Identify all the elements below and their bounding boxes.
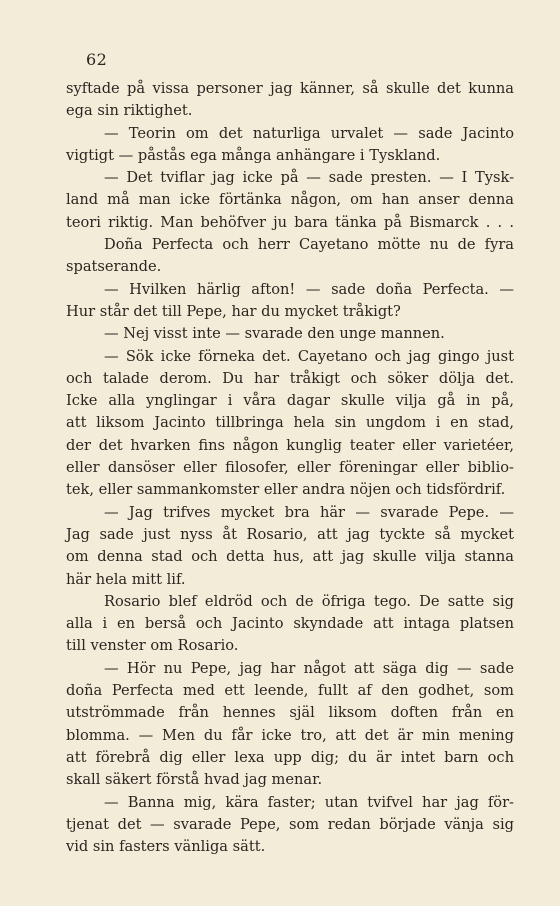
text-line: att förebrå dig eller lexa upp dig; du är intet barn och <box>66 748 514 766</box>
text-line: Doña Perfecta och herr Cayetano mötte nu de fyra <box>104 236 514 254</box>
text-line: tek, eller sammankomster eller andra nöjen och tidsfördrif. <box>66 481 506 499</box>
text-line: der det hvarken fins någon kunglig teater eller varietéer, <box>66 436 514 454</box>
text-line: blomma. — Men du får icke tro, att det är min mening <box>66 726 514 744</box>
text-line: Hur står det till Pepe, har du mycket tråkigt? <box>66 302 401 320</box>
text-line: vid sin fasters vänliga sätt. <box>66 838 266 856</box>
text-line: — Sök icke förneka det. Cayetano och jag gingo just <box>104 347 514 365</box>
text-line: om denna stad och detta hus, att jag skulle vilja stanna <box>66 548 514 566</box>
text-line: — Hör nu Pepe, jag har något att säga dig — sade <box>104 659 514 677</box>
text-line: utströmmade från hennes själ liksom doften från en <box>66 704 514 722</box>
text-line: land må man icke förtänka någon, om han anser denna <box>66 191 514 209</box>
text-line: — Det tviflar jag icke på — sade presten. — I Tysk- <box>104 169 514 187</box>
text-line: spatserande. <box>66 258 162 276</box>
text-line: — Teorin om det naturliga urvalet — sade Jacinto <box>104 124 514 142</box>
text-line: och talade derom. Du har tråkigt och söker dölja det. <box>66 369 514 387</box>
text-line: — Banna mig, kära faster; utan tvifvel har jag för- <box>104 793 514 811</box>
text-line: doña Perfecta med ett leende, fullt af den godhet, som <box>66 682 514 700</box>
text-line: Jag sade just nyss åt Rosario, att jag tyckte så mycket <box>66 525 514 543</box>
text-line: här hela mitt lif. <box>66 570 186 588</box>
text-line: Rosario blef eldröd och de öfriga tego. De satte sig <box>104 592 514 610</box>
text-line: — Jag trifves mycket bra här — svarade Pepe. — <box>104 503 514 521</box>
text-line: teori riktig. Man behöfver ju bara tänka på Bismarck . . . <box>66 213 514 231</box>
text-line: till venster om Rosario. <box>66 637 239 655</box>
text-line: att liksom Jacinto tillbringa hela sin ungdom i en stad, <box>66 414 514 432</box>
text-line: alla i en berså och Jacinto skyndade att intaga platsen <box>66 615 514 633</box>
body-text <box>66 78 514 858</box>
text-line: eller dansöser eller filosofer, eller föreningar eller biblio- <box>66 459 514 477</box>
text-line: vigtigt — påstås ega många anhängare i Tyskland. <box>66 146 441 164</box>
text-line: — Nej visst inte — svarade den unge mannen. <box>104 325 445 343</box>
text-line: skall säkert förstå hvad jag menar. <box>66 771 323 789</box>
text-line: tjenat det — svarade Pepe, som redan började vänja sig <box>66 815 514 833</box>
text-line: Icke alla ynglingar i våra dagar skulle vilja gå in på, <box>66 392 514 410</box>
text-line: syftade på vissa personer jag känner, så skulle det kunna <box>66 80 514 97</box>
page-number: 62 <box>86 50 108 69</box>
text-line: ega sin riktighet. <box>66 102 193 120</box>
text-line: — Hvilken härlig afton! — sade doña Perfecta. — <box>104 280 514 298</box>
